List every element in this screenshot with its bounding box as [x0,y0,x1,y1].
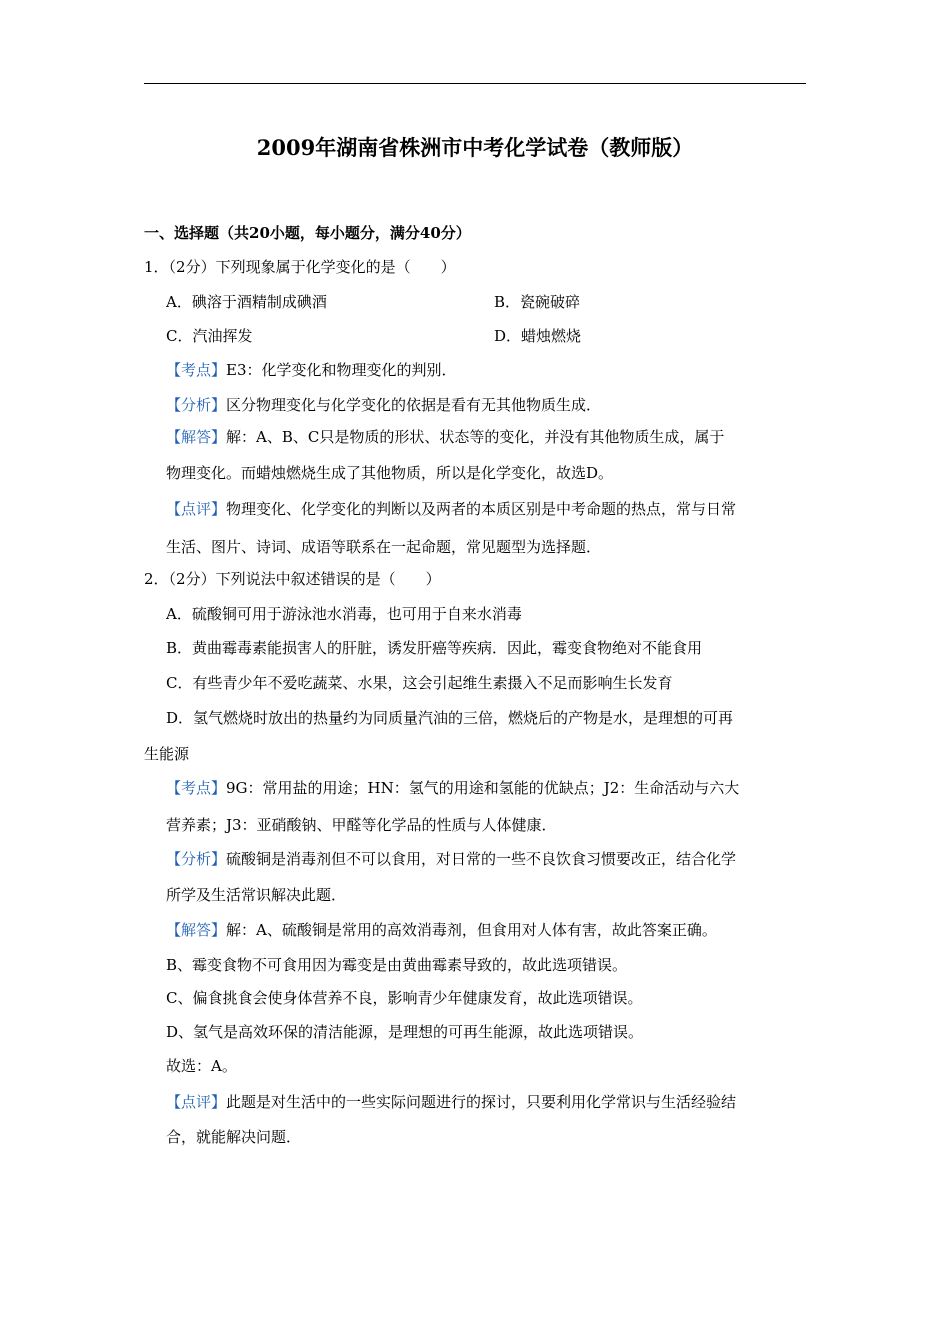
q2-kaodian [166,778,739,798]
q1-option-a: A．碘溶于酒精制成碘酒 [166,293,327,311]
q1-option-c: C．汽油挥发 [166,327,253,345]
q2-dianping [166,1092,736,1112]
q1-dianping-text-1: 物理变化、化学变化的判断以及两者的本质区别是中考命题的热点，常与日常 [226,500,737,518]
kaodian-tag: 【考点】 [166,361,227,379]
q1-jieda-text-2: 物理变化。而蜡烛燃烧生成了其他物质，所以是化学变化，故选D。 [166,464,614,482]
q1-jieda [166,427,724,447]
q2-option-d-line-1: D．氢气燃烧时放出的热量约为同质量汽油的三倍，燃烧后的产物是水，是理想的可再 [166,709,734,727]
q2-kaodian-text-2: 营养素；J3：亚硝酸钠、甲醛等化学品的性质与人体健康． [166,816,557,834]
q2-fenxi-text-2: 所学及生活常识解决此题． [166,886,347,904]
q2-explain-d: D、氢气是高效环保的清洁能源，是理想的可再生能源，故此选项错误。 [166,1023,644,1041]
page-title: 2009年湖南省株洲市中考化学试卷（教师版） [256,135,694,160]
q2-explain-b: B、霉变食物不可食用因为霉变是由黄曲霉素导致的，故此选项错误。 [166,956,628,974]
header-rule [144,83,806,84]
jieda-tag: 【解答】 [166,921,227,939]
question-2-stem: 2．（2分）下列说法中叙述错误的是（ ） [144,570,441,588]
q2-kaodian-text-1: 9G：常用盐的用途；HN：氢气的用途和氢能的优缺点；J2：生命活动与六大 [226,779,740,797]
q1-option-b: B．瓷碗破碎 [494,293,581,311]
q1-option-d: D．蜡烛燃烧 [494,327,582,345]
q1-fenxi [166,395,601,415]
kaodian-tag: 【考点】 [166,779,227,797]
q2-jieda [166,920,717,940]
dianping-tag: 【点评】 [166,500,227,518]
q1-jieda-text-1: 解：A、B、C只是物质的形状、状态等的变化，并没有其他物质生成，属于 [226,428,725,446]
dianping-tag: 【点评】 [166,1093,227,1111]
q2-option-b: B．黄曲霉毒素能损害人的肝脏，诱发肝癌等疾病．因此，霉变食物绝对不能食用 [166,639,703,657]
question-1-stem: 1．（2分）下列现象属于化学变化的是（ ） [144,258,456,276]
fenxi-tag: 【分析】 [166,850,227,868]
q1-dianping-text-2: 生活、图片、诗词、成语等联系在一起命题，常见题型为选择题． [166,538,602,556]
q2-dianping-text-1: 此题是对生活中的一些实际问题进行的探讨，只要利用化学常识与生活经验结 [226,1093,737,1111]
q1-fenxi-text: 区分物理变化与化学变化的依据是看有无其他物质生成． [226,396,602,414]
jieda-tag: 【解答】 [166,428,227,446]
q2-jieda-text: 解：A、硫酸铜是常用的高效消毒剂，但食用对人体有害，故此答案正确。 [226,921,717,939]
q2-dianping-text-2: 合，就能解决问题． [166,1128,302,1146]
q2-fenxi-text-1: 硫酸铜是消毒剂但不可以食用，对日常的一些不良饮食习惯要改正，结合化学 [226,850,737,868]
q2-option-a: A．硫酸铜可用于游泳池水消毒，也可用于自来水消毒 [166,605,522,623]
q2-option-d-line-2: 生能源 [144,745,190,763]
q2-explain-c: C、偏食挑食会使身体营养不良，影响青少年健康发育，故此选项错误。 [166,989,643,1007]
q1-kaodian-text: E3：化学变化和物理变化的判别． [226,361,457,379]
q2-fenxi [166,849,736,869]
q1-kaodian [166,360,457,380]
fenxi-tag: 【分析】 [166,396,227,414]
q2-option-c: C．有些青少年不爱吃蔬菜、水果，这会引起维生素摄入不足而影响生长发育 [166,674,673,692]
section-heading: 一、选择题（共20小题，每小题分，满分40分） [144,224,471,242]
q1-dianping [166,499,736,519]
q2-answer: 故选：A。 [166,1057,237,1075]
